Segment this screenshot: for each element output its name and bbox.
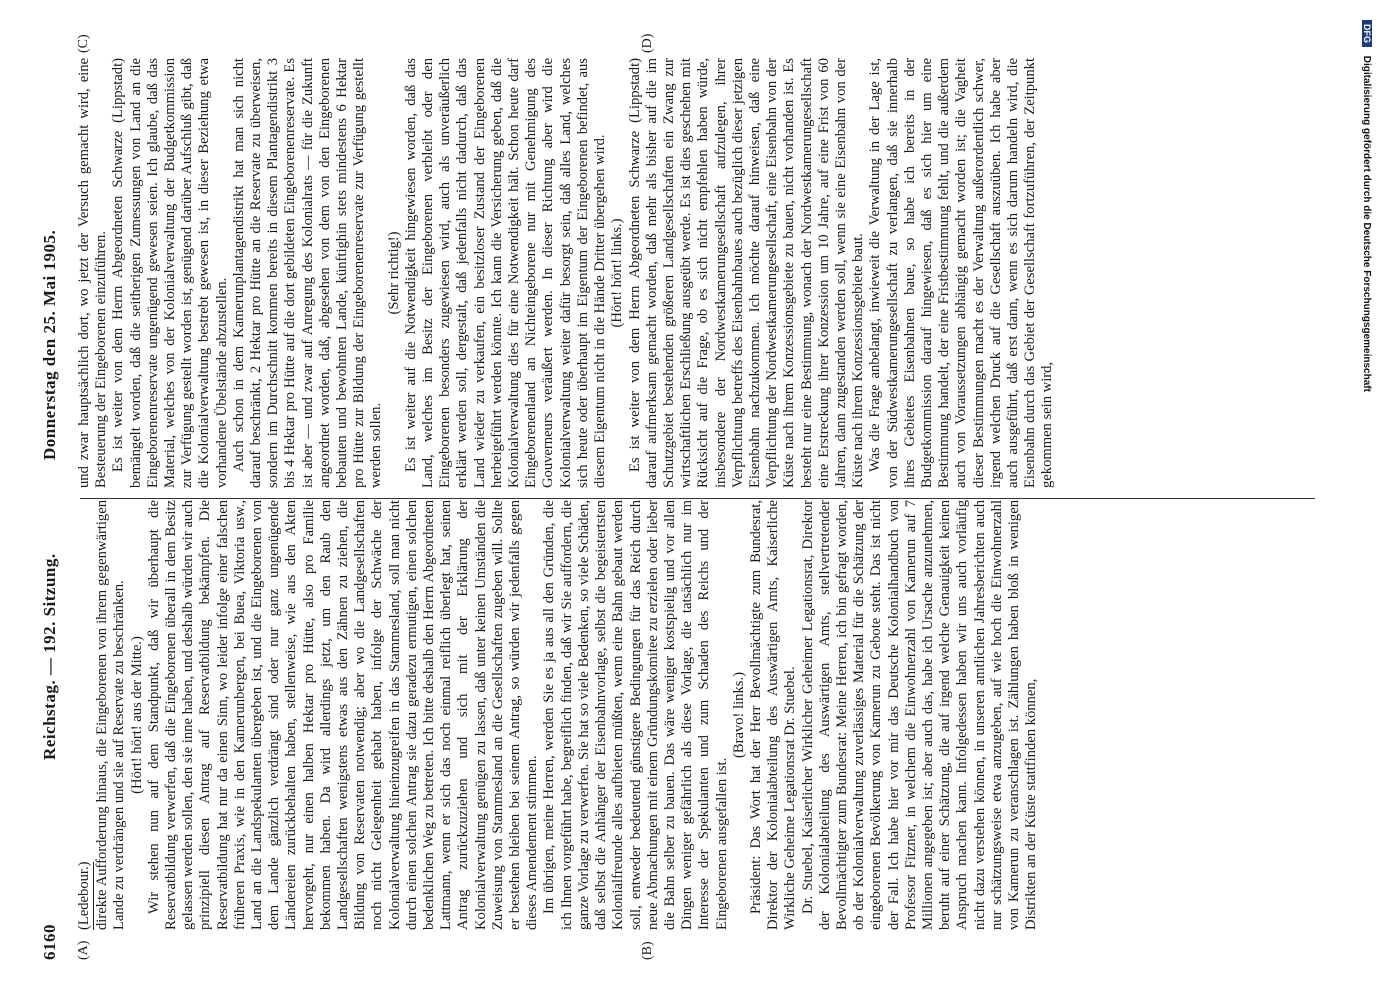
credit-text: Digitalisierung gefördert durch die Deutsche Forschungsgemeinschaft <box>1361 55 1372 392</box>
right-running-head: Donnerstag den 25. Mai 1905. <box>40 229 59 460</box>
page-header <box>40 40 66 960</box>
left-text-column <box>76 500 1316 930</box>
paragraph: Im übrigen, meine Herren, werden Sie es ja aus all den Gründen, die ich Ihnen vorgeführt habe, begreiflich finden, daß wir Sie auffordern, die ganze Vorlage zu verwerfen. Sie hat so viele Bedenken, so viele Schäden, daß selbst die Anhänger der Eisenbahnvorlage, selbst die begeistertsten Kolonialfreunde alles aufbieten müßten, wenn eine Bahn gebaut werden soll, entweder bedeutend günstigere Bedingungen für das Reich durch neue Abmachungen mit einem Gründungskomitee zu erzielen oder lieber die Bahn selber zu bauen. Das wäre weniger kostspielig und vor allen Dingen weniger gefährlich als diese Vorlage, die tatsächlich nur im Interesse der Spekulanten und zum Schaden des Reichs und der Eingeborenen ausgefallen ist. <box>541 500 730 930</box>
left-running-head: Reichstag. — 192. Sitzung. <box>40 553 59 760</box>
paragraph: Es ist weiter von dem Herrn Abgeordneten Schwarze (Lippstadt) bemängelt worden, daß die seitherigen Zumessungen von Land an die Eingeborenenreservate ungenügend gewesen seien. Ich glaube, daß das Material, welches von der Kolonialverwaltung der Budgetkommission zur Verfügung gestellt worden ist, genügend darüber Aufschluß gibt, daß die Kolonialverwaltung bestrebt gewesen ist, in dieser Beziehung etwa vorhandene Übelstände abzustellen. <box>110 58 230 488</box>
interjection: (Hört! hört! links.) <box>609 218 626 328</box>
digitization-credit <box>1358 20 1372 980</box>
column-divider <box>80 498 1315 499</box>
margin-mark-b: (B) <box>640 941 655 960</box>
page-number: 6160 <box>40 924 59 960</box>
paragraph: und zwar hauptsächlich dort, wo jetzt der Versuch gemacht wird, eine Besteuerung der Eingeborenen einzuführen. <box>76 58 110 488</box>
rotated-document-page <box>40 33 1330 960</box>
right-text-column <box>76 58 1316 488</box>
paragraph: Was die Frage anbelangt, inwieweit die Verwaltung in der Lage ist, von der Südwestkamerungesellschaft zu verlangen, daß sie innerhalb ihres Gebietes Eisenbahnen baue, so habe ich bereits in der Budgetkommission darauf hingewiesen, daß es sich hier um eine Bestimmung handelt, der eine Fristbestimmung fehlt, und die außerdem auch von Voraussetzungen abhängig gemacht worden ist; die Vagheit dieser Bestimmungen macht es der Verwaltung außerordentlich schwer, irgend welchen Druck auf die Gesellschaft auszuüben. Ich habe aber auch ausgeführt, daß erst dann, wenn es sich darum handeln wird, die Eisenbahn durch das Gebiet der Gesellschaft fortzuführen, der Zeitpunkt gekommen sein wird, <box>867 58 1056 488</box>
paragraph: Wir stehen nun auf dem Standpunkt, daß wir überhaupt die Reservatbildung verwerfen, daß die Eingeborenen überall in dem Besitz gelassen werden sollen, den sie inne haben, und deshalb würden wir auch prinzipiell diesen Antrag auf Reservatbildung bekämpfen. Die Reservatbildung hat nur da einen Sinn, wo leider infolge einer falschen früheren Praxis, wie in den Kamerunbergen, bei Buea, Viktoria usw., Land an die Landspekulanten übergeben ist, und die Eingeborenen von dem Lande gänzlich verdrängt sind oder nur ganz ungenügende Ländereien zurückbehalten haben, stellenweise, wie aus den Akten hervorgeht, nur einen halben Hektar pro Hütte, also pro Familie bekommen haben. Da wird allerdings jetzt, um den Raub den Landgesellschaften wenigstens etwas aus den Zähnen zu ziehen, die Bildung von Reservaten notwendig; aber wo die Landgesellschaften noch nicht Gelegenheit gehabt haben, infolge der Schwäche der Kolonialverwaltung hineinzugreifen in das Stammesland, soll man nicht durch einen solchen Antrag sie dazu geradezu ermutigen, einen solchen bedenklichen Weg zu betreten. Ich bitte deshalb den Herrn Abgeordneten Lattmann, wenn er sich das noch einmal reiflich überlegt hat, seinen Antrag zurückzuziehen und sich mit der Erklärung der Kolonialverwaltung genügen zu lassen, daß unter keinen Umständen die Zuweisung von Stammesland an die Gesellschaften zugeben will. Sollte er bestehen bleiben bei seinem Antrag, so würden wir jedenfalls gegen dieses Amendement stimmen. <box>145 500 541 930</box>
margin-mark-a: (A) <box>76 940 91 960</box>
interjection: (Sehr richtig!) <box>385 231 402 315</box>
paragraph: direkte Aufforderung hinaus, die Eingeborenen von ihrem gegenwärtigen Lande zu verdrängen und sie auf Reservate zu beschränken. <box>94 500 128 930</box>
paragraph: Es ist weiter von dem Herrn Abgeordneten Schwarze (Lippstadt) darauf aufmerksam gemacht worden, daß mehr als bisher auf die im Schutzgebiet bestehenden größeren Landgesellschaften ein Zwang zur wirtschaftlichen Erschließung ausgeübt werde. Es ist dies geschehen mit Rücksicht auf die Frage, ob es sich nicht empfehlen haben würde, insbesondere der Nordwestkamerungesellschaft aufzulegen, ihrer Verpflichtung betreffs des Eisenbahnbaues auch bezüglich dieser jetzigen Eisenbahn nachzukommen. Ich möchte darauf hinweisen, daß eine Verpflichtung der Nordwestkamerungesellschaft, eine Eisenbahn von der Küste nach ihrem Konzessionsgebiete zu bauen, nicht vorhanden ist. Es besteht nur eine Bestimmung, wonach der Nordwestkamerungesellschaft eine Erstreckung ihrer Konzession um 10 Jahre, auf eine Frist von 60 Jahren, dann zugestanden werden soll, wenn sie eine Eisenbahn von der Küste nach ihrem Konzessionsgebiete baut. <box>626 58 867 488</box>
dfg-logo: DFG <box>1362 20 1372 47</box>
speaker-paragraph: Dr. Stuebel, Kaiserlicher Wirklicher Geheimer Legationsrat, Direktor der Kolonialabteilung des Auswärtigen Amts, stellvertretender Bevollmächtigter zum Bundesrat: Meine Herren, ich bin gefragt worden, ob der Kolonialverwaltung zuverlässiges Material für die Schätzung der eingeborenen Bevölkerung von Kamerun zu Gebote steht. Das ist nicht der Fall. Ich habe hier vor mir das Deutsche Kolonialhandbuch von Professor Fitzner, in welchem die Einwohnerzahl von Kamerun auf 7 Millionen angegeben ist; aber auch das, habe ich Ursache anzunehmen, beruht auf einer Schätzung, die auf irgend welche Genauigkeit keinen Anspruch machen kann. Infolgedessen haben wir uns auch vorläufig nicht dazu verstehen können, in unseren amtlichen Jahresberichten auch nur schätzungsweise etwa anzugeben, auf wie hoch die Einwohnerzahl von Kamerun zu veranschlagen ist. Zählungen haben bloß in wenigen Distrikten an der Küste stattfinden können, <box>799 500 1040 930</box>
speaker-running-head: (Ledebour.) <box>76 500 94 930</box>
interjection: (Hört! hört! aus der Mitte.) <box>128 636 145 794</box>
interjection: (Bravo! links.) <box>730 672 747 758</box>
margin-mark-c: (C) <box>76 34 91 53</box>
paragraph: Auch schon in dem Kamerunplantagendistrikt hat man sich nicht darauf beschränkt, 2 Hektar pro Hütte an die Reservate zu überweisen, sondern im Durchschnitt kommen bereits in diesem Plantagendistrikt 3 bis 4 Hektar pro Hütte auf die dort gebildeten Eingeborenenreservate. Es ist aber — und zwar auf Anregung des Kolonialrats — für die Zukunft angeordnet worden, daß, abgesehen von dem von den Eingeborenen bebauten und bewohnten Lande, künftighin stets mindestens 6 Hektar pro Hütte zur Bildung der Eingeborenenreservate zur Verfügung gestellt werden sollen. <box>230 58 385 488</box>
speaker-paragraph: Präsident: Das Wort hat der Herr Bevollmächtigte zum Bundesrat, Direktor der Kolonialabteilung des Auswärtigen Amts, Kaiserliche Wirkliche Geheime Legationsrat Dr. Stuebel. <box>747 500 799 930</box>
paragraph: Es ist weiter auf die Notwendigkeit hingewiesen worden, daß das Land, welches im Besitz der Eingeborenen verbleibt oder den Eingeborenen besonders zugewiesen wird, auch als unveräußerlich erklärt werden soll, dergestalt, daß jedenfalls nicht dadurch, daß das Land wieder zu verkaufen, ein besitzloser Zustand der Eingeborenen herbeigeführt werden könnte. Ich kann die Versicherung geben, daß die Kolonialverwaltung dies für eine Notwendigkeit hält. Schon heute darf Eingeborenenland an Nichteingeborene nur mit Genehmigung des Gouverneurs veräußert werden. In dieser Richtung aber wird die Kolonialverwaltung weiter dafür besorgt sein, daß alles Land, welches sich heute oder überhaupt im Eigentum der Eingeborenen befindet, aus diesem Eigentum nicht in die Hände Dritter übergehen wird. <box>402 58 609 488</box>
margin-mark-d: (D) <box>640 33 655 53</box>
